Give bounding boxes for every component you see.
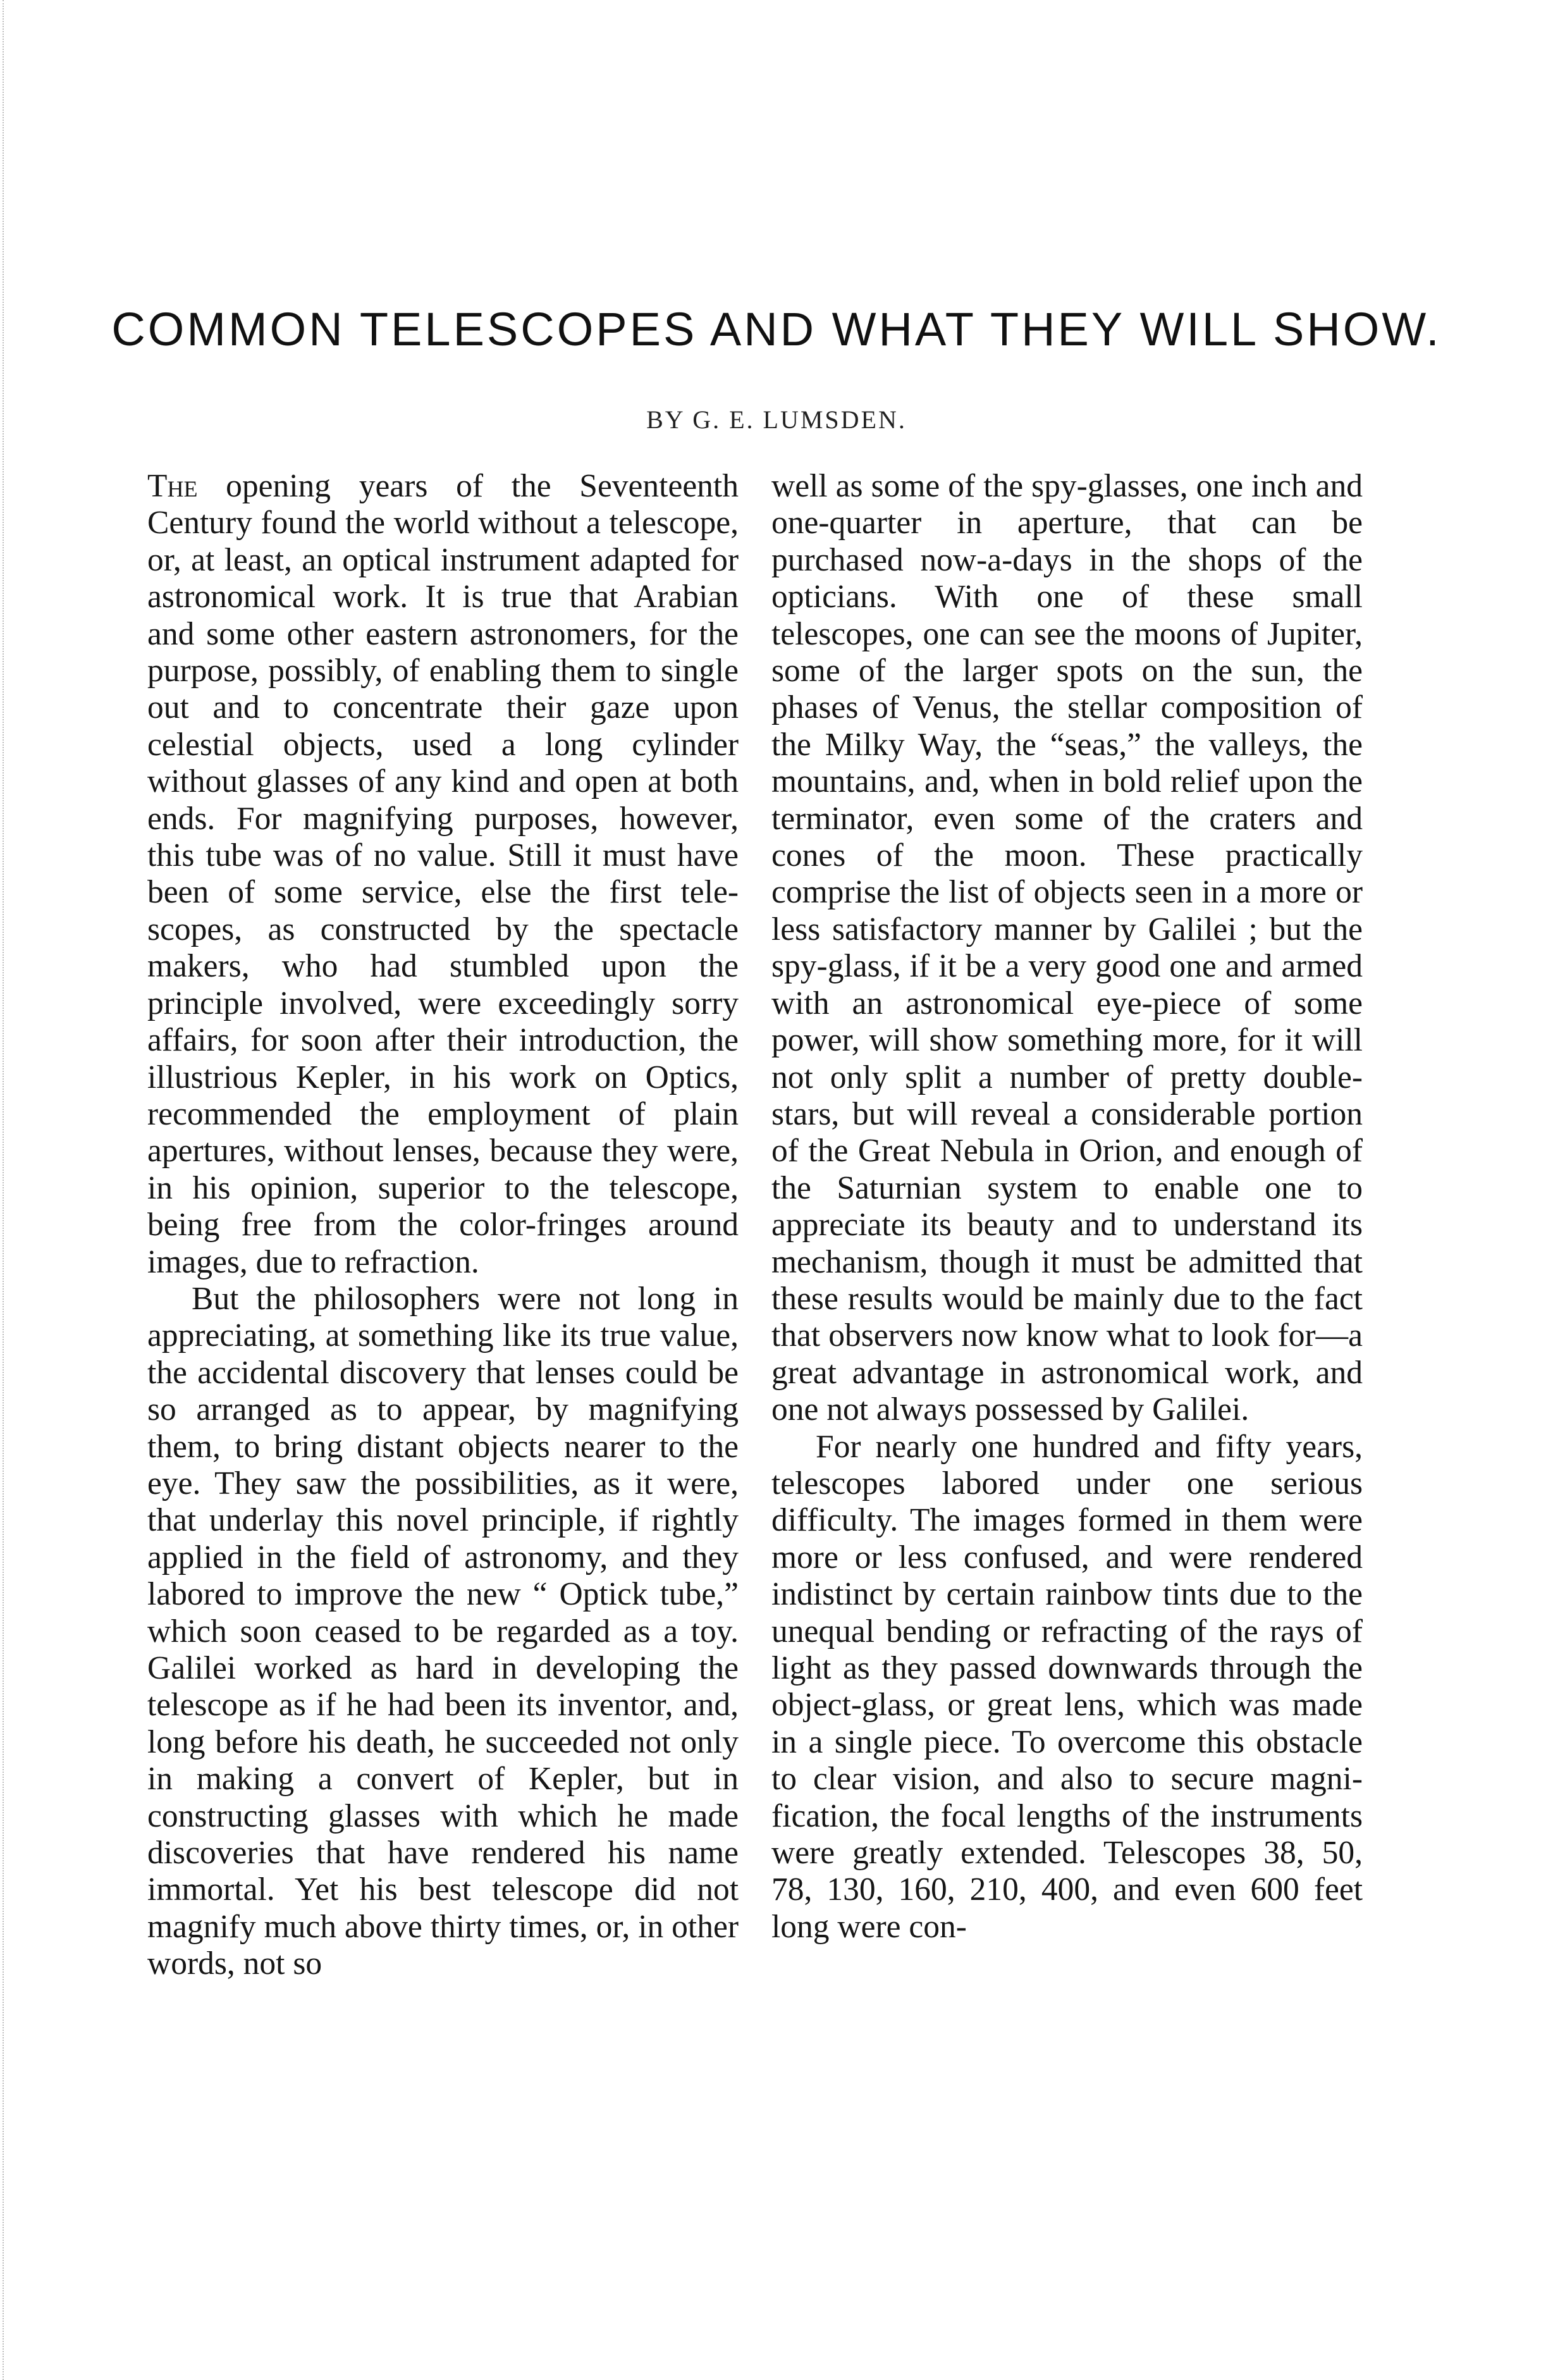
left-column [147,468,739,1983]
left-paragraph-1 [147,468,739,1281]
scan-edge-marks [3,0,8,2380]
right-paragraph-1: well as some of the spy-glasses, one inch and one-quarter in aperture, that can be purchased now-a-days in the shops of the opticians. With one of these small telescopes, one can see the moons of Jupiter, some of the larger spots on the sun, the phases of Venus, the stellar composition of the Milky Way, the “seas,” the valleys, the mountains, and, when in bold relief upon the terminator, even some of the craters and cones of the moon. These practically comprise the list of objects seen in a more or less satisfactory manner by Galilei ; but the spy-glass, if it be a very good one and armed with an astronomical eye-piece of some power, will show something more, for it will not only split a number of pretty double-stars, but will reveal a considerable portion of the Great Nebula in Orion, and enough of the Saturnian system to enable one to appreciate its beauty and to understand its mechanism, though it must be admitted that these results would be mainly due to the fact that observers now know what to look for—a great advantage in astronomical work, and one not always possessed by Galilei. [771,468,1363,1428]
right-paragraph-2: For nearly one hundred and fifty years, telescopes labored under one serious difficulty. The images formed in them were more or less confused, and were rendered indistinct by certain rainbow tints due to the unequal bending or refracting of the rays of light as they passed downwards through the object-glass, or great lens, which was made in a single piece. To overcome this obstacle to clear vision, and also to secure magnification, the focal lengths of the instruments were greatly extended. Telescopes 38, 50, 78, 130, 160, 210, 400, and even 600 feet long were con- [771,1428,1363,1945]
left-paragraph-1-text: opening years of the Seventeenth Century found the world without a telescope, or, at least, an optical instrument adapted for astronomical work. It is true that Arabian and some other eastern astronomers, for the purpose, possibly, of enabling them to single out and to concentrate their gaze upon celestial objects, used a long cylinder without glasses of any kind and open at both ends. For magnifying purposes, however, this tube was of no value. Still it must have been of some service, else the first telescopes, as constructed by the spectacle makers, who had stumbled upon the principle involved, were exceedingly sorry affairs, for soon after their introduction, the illustrious Kepler, in his work on Optics, recommended the employment of plain apertures, without lenses, because they were, in his opinion, superior to the telescope, being free from the color-fringes around images, due to refraction. [147,468,739,1280]
left-paragraph-2: But the philosophers were not long in appreciating, at something like its true value, the accidental discovery that lenses could be so arranged as to appear, by magnifying them, to bring distant objects nearer to the eye. They saw the possibilities, as it were, that underlay this novel principle, if rightly applied in the field of astronomy, and they labored to improve the new “ Optick tube,” which soon ceased to be regarded as a toy. Galilei worked as hard in developing the telescope as if he had been its inventor, and, long before his death, he succeeded not only in making a convert of Kepler, but in constructing glasses with which he made discoveries that have rendered his name immortal. Yet his best telescope did not magnify much above thirty times, or, in other words, not so [147,1280,739,1982]
article-title: COMMON TELESCOPES AND WHAT THEY WILL SHOW. [111,303,1442,355]
article-byline: BY G. E. LUMSDEN. [646,405,907,434]
right-column [771,468,1363,1945]
opening-word: The [147,468,198,504]
